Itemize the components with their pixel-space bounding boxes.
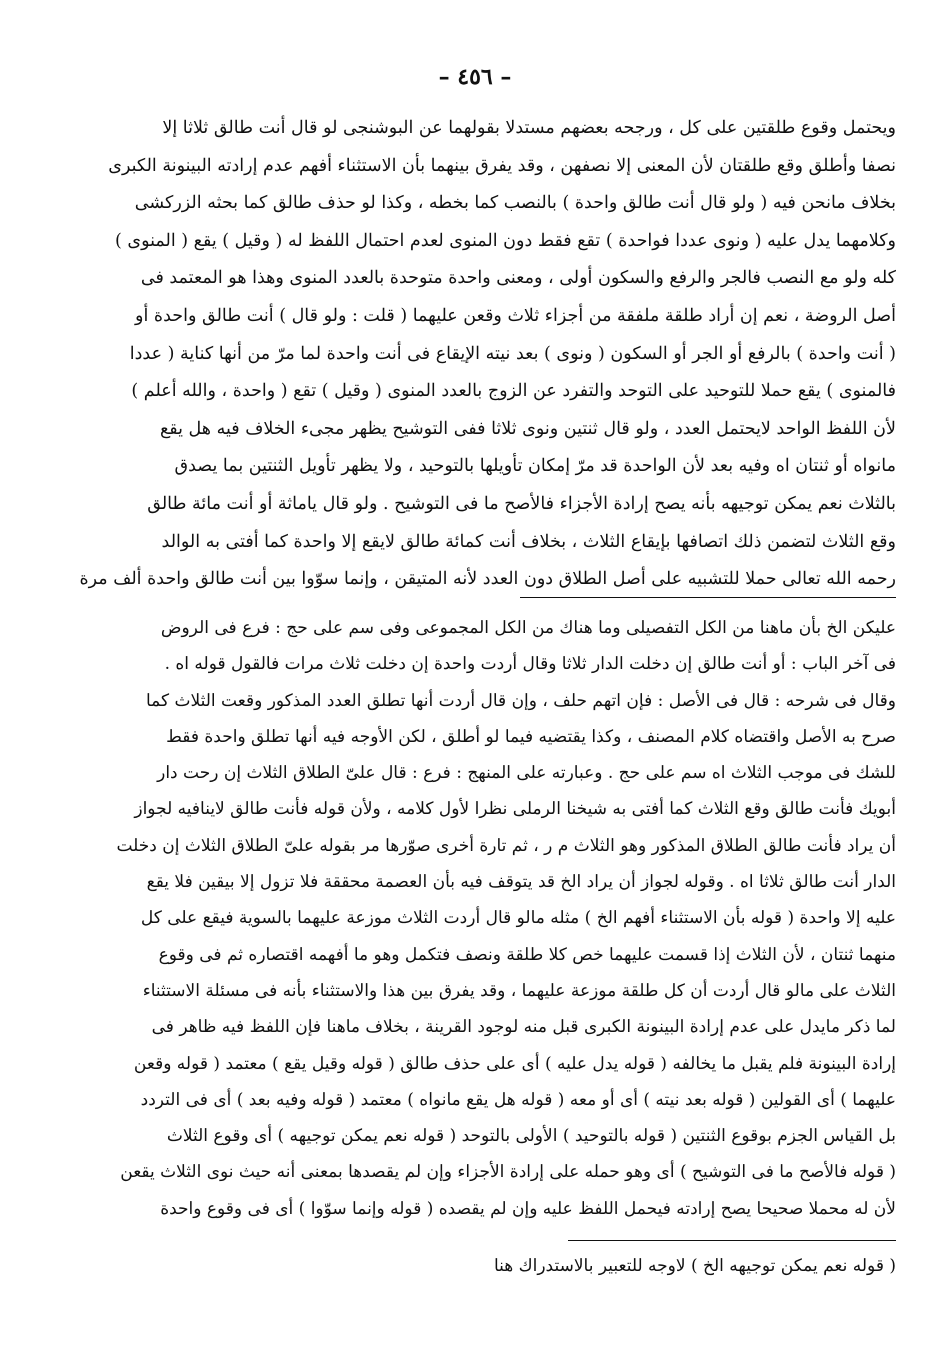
- main-text-line: ويحتمل وقوع طلقتين على كل ، ورجحه بعضهم مستدلا بقولهما عن البوشنجى لو قال أنت طالق ثلاثا إلا: [162, 118, 896, 138]
- main-text-line: ( أنت واحدة ) بالرفع أو الجر أو السكون ( ونوى ) بعد نيته الإيقاع فى أنت واحدة لما مرّ من أنها كناية ( عددا: [129, 343, 896, 364]
- commentary-line: للشك فى موجب الثلاث اه سم على حج . وعبارته على المنهج : فرع : قال علىّ الطلاق الثلاث إن رحت دار: [157, 763, 896, 784]
- commentary-line: ( قوله فالأصح ما فى التوشيح ) أى وهو حمله على إرادة الأجزاء وإن لم يقصدها بمعنى أنه حيث نوى الثلاث يقعن: [120, 1162, 896, 1183]
- main-text-line: فالمنوى ) يقع حملا للتوحيد على التوحد والتفرد عن الزوج بالعدد المنوى ( وقيل ) تقع ( واحدة ، والله أعلم ): [131, 381, 896, 402]
- footnote-text: [78, 1248, 896, 1284]
- main-text-line: وكلامهما يدل عليه ( ونوى عددا فواحدة ) تقع فقط دون المنوى لعدم احتمال اللفظ له ( وقيل ) يقع ( المنوى ): [114, 230, 896, 251]
- commentary-line: عليهما ) أى القولين ( قوله بعد نيته ) أى أو معه ( قوله هل يقع مانواه ) معتمد ( قوله وفيه بعد ) أى فى التردد: [140, 1089, 896, 1110]
- commentary-line: عليه إلا واحدة ( قوله بأن الاستثناء أفهم الخ ) مثله مالو قال أردت الثلاث موزعة عليهما بالسوية فيقع على كل: [140, 908, 896, 929]
- commentary-line: الثلاث على مالو قال أردت أن كل طلقة موزعة عليهما ، وقد يفرق بين هذا والاستثناء بأنه فى مسئلة الاستثناء: [142, 980, 896, 1001]
- footnote-line: ( قوله نعم يمكن توجيهه الخ ) لاوجه للتعبير بالاستدراك هنا: [493, 1256, 896, 1276]
- commentary-line: أن يراد فأنت طالق الطلاق المذكور وهو الثلاث م ر ، ثم تارة أخرى صوّرها مر بقوله علىّ الطلاق الثلاث إن دخلت: [116, 835, 896, 856]
- main-text-line: كله ولو مع النصب فالجر والرفع والسكون أولى ، ومعنى واحدة متوحدة بالعدد المنوى وهذا هو المعتمد فى: [140, 268, 896, 289]
- commentary-line: منهما ثنتان ، لأن الثلاث إذا قسمت عليهما خص كلا طلقة ونصف فتكمل وهو ما أفهمه اقتصاره ثم فى وقوع: [158, 944, 896, 965]
- commentary-line: الدار أنت طالق ثلاثا اه . وقوله لجواز أن يراد الخ قد يتوقف فيه بأن العصمة محققة فلا تزول إلا بيقين فلا يقع: [146, 872, 896, 893]
- commentary-line: صرح به الأصل واقتضاه كلام المصنف ، وكذا يقتضيه فيما لو أطلق ، لكن الأوجه فيه أنها تطلق واحدة فقط: [166, 726, 896, 747]
- commentary-divider: [520, 597, 896, 598]
- main-text-line: بخلاف مانحن فيه ( ولو قال أنت طالق واحدة ) بالنصب كما بخطه ، وكذا لو حذف طالق كما بحثه الزركشى: [134, 193, 896, 214]
- main-text: [78, 110, 896, 599]
- main-text-line: أصل الروضة ، نعم إن أراد طلقة ملفقة من أجزاء ثلاث وقعن عليهما ( قلت : ولو قال ) أنت طالق واحدة أو: [135, 305, 896, 326]
- commentary-text: [78, 610, 896, 1227]
- commentary-line: لأن له محملا صحيحا يصح إرادته فيحمل اللفظ عليه وإن لم يقصده ( قوله وإنما سوّوا ) أى فى وقوع واحدة: [160, 1198, 896, 1219]
- commentary-line: عليكن الخ بأن ماهنا من الكل التفصيلى وما هناك من الكل المجموعى وفى سم على حج : فرع فى الروض: [160, 618, 896, 638]
- footnote-divider: [568, 1240, 896, 1241]
- main-text-line: مانواه أو ثنتان اه وفيه بعد لأن الواحدة قد مرّ إمكان تأويلها بالتوحيد ، ولا يظهر تأويل الثنتين بما يصدق: [174, 456, 896, 477]
- page-number: – ٤٥٦ –: [438, 64, 512, 90]
- commentary-line: أبويك فأنت طالق وقع الثلاث كما أفتى به شيخنا الرملى نظرا لأول كلامه ، ولأن قوله فأنت طالق لاينافيه لجواز: [134, 799, 896, 820]
- main-text-line: بالثلاث نعم يمكن توجيهه بأنه يصح إرادة الأجزاء فالأصح ما فى التوشيح . ولو قال ياماثة أو أنت مائة طالق: [147, 493, 896, 514]
- main-text-line: رحمه الله تعالى حملا للتشبيه على أصل الطلاق دون العدد لأنه المتيقن ، وإنما سوّوا بين أنت طالق واحدة ألف مرة: [79, 569, 896, 590]
- main-text-line: نصفا وأطلق وقع طلقتان لأن المعنى إلا نصفهن ، وقد يفرق بينهما بأن الاستثناء أفهم عدم إرادته البينونة الكبرى: [108, 155, 896, 176]
- main-text-line: لأن اللفظ الواحد لايحتمل العدد ، ولو قال ثنتين ونوى ثلاثا ففى التوشيح يظهر مجىء الخلاف فيه هل يقع: [159, 418, 896, 439]
- commentary-line: فى آخر الباب : أو أنت طالق إن دخلت الدار ثلاثا وقال أردت واحدة إن دخلت ثلاث مرات فالقول قوله اه .: [164, 654, 896, 675]
- commentary-line: إرادة البينونة فلم يقبل ما يخالفه ( قوله يدل عليه ) أى على حذف طالق ( قوله وقيل يقع ) معتمد ( قوله وقعن: [133, 1053, 896, 1074]
- commentary-line: لما ذكر مايدل على عدم إرادة البينونة الكبرى قبل منه لوجود القرينة ، بخلاف ماهنا فإن اللفظ فيه ظاهر فى: [151, 1017, 896, 1038]
- commentary-line: وقال فى شرحه : قال فى الأصل : فإن اتهم حلف ، وإن قال أردت أنها تطلق العدد المذكور وقعت الثلاث كما: [145, 690, 896, 711]
- commentary-line: بل القياس الجزم بوقوع الثنتين ( قوله بالتوحيد ) الأولى بالتوحد ( قوله نعم يمكن توجيهه ) أى وقوع الثلاث: [166, 1126, 896, 1147]
- main-text-line: وقع الثلاث لتضمن ذلك اتصافها بإيقاع الثلاث ، بخلاف أنت كمائة طالق لايقع إلا واحدة كما أفتى به الوالد: [161, 531, 896, 552]
